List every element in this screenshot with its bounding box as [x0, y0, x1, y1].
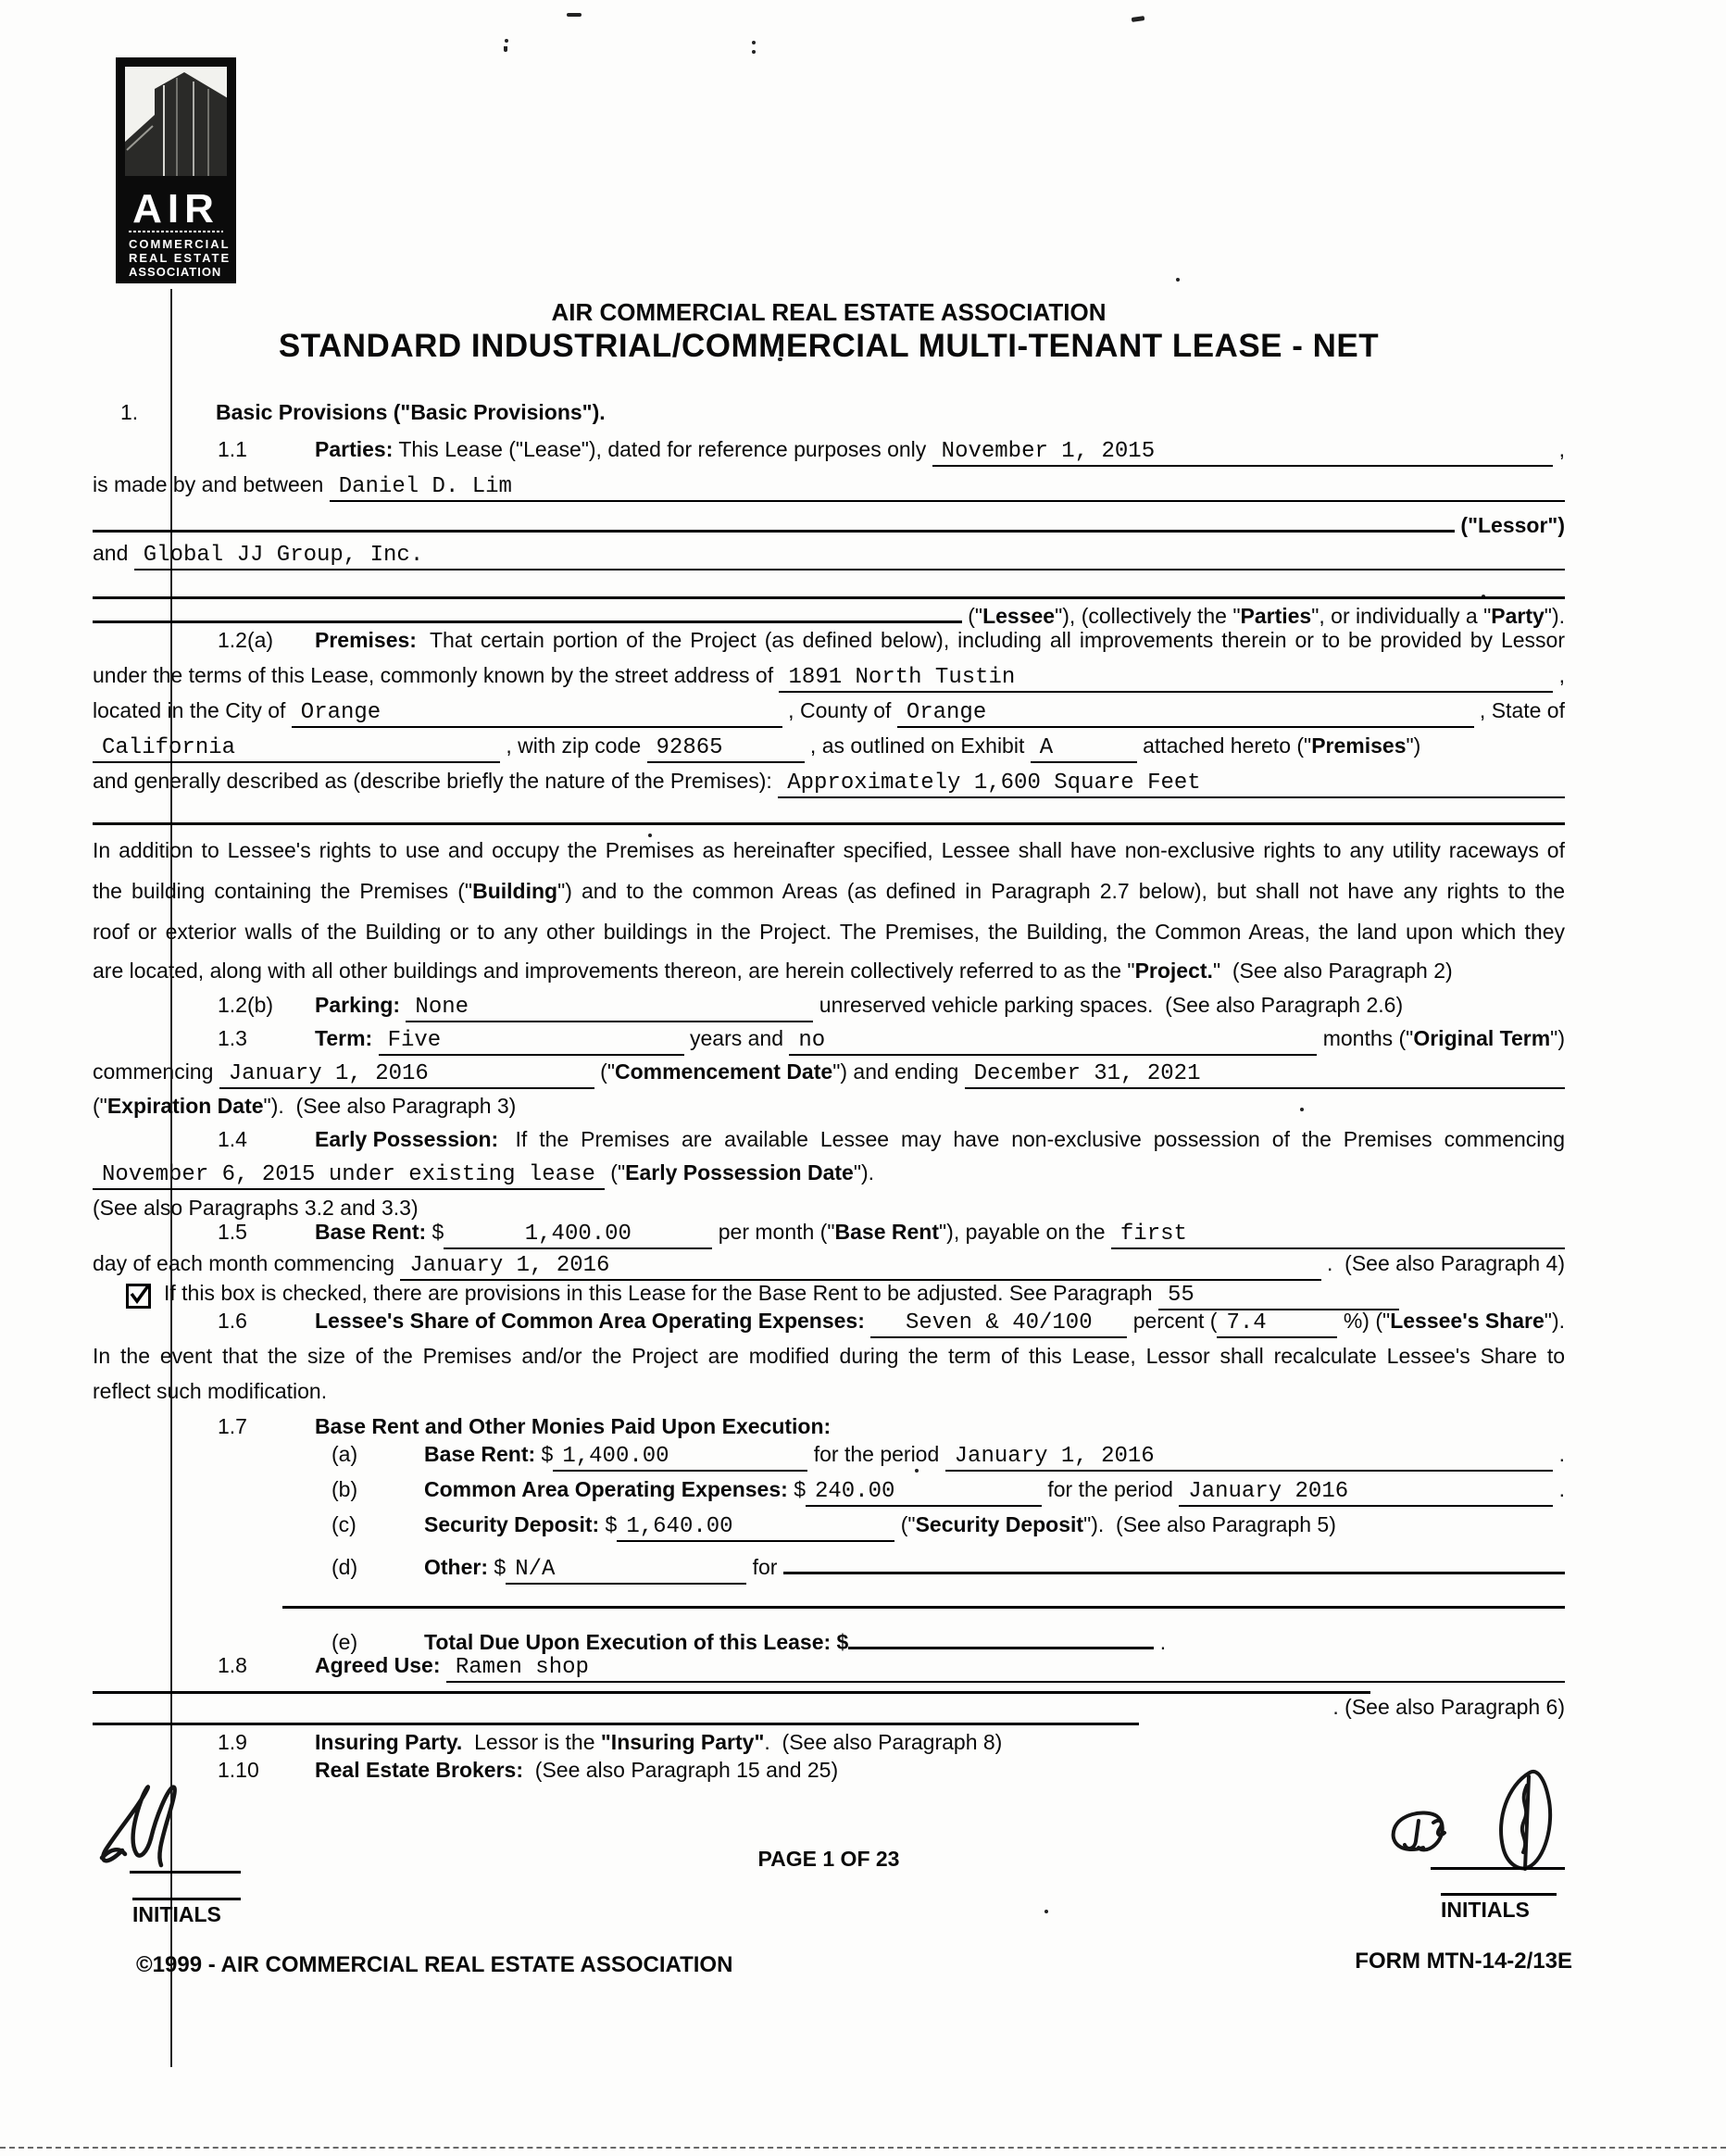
svg-text:REAL ESTATE: REAL ESTATE	[129, 251, 231, 265]
initials-label-right: INITIALS	[1441, 1898, 1530, 1922]
item-a-label: Base Rent:	[424, 1442, 542, 1466]
insuring-party-term: "Insuring Party"	[600, 1730, 765, 1754]
lessees-share-label: Lessee's Share of Common Area Operating Expenses:	[315, 1309, 871, 1333]
insuring-party-row	[93, 1730, 1565, 1755]
brokers-tail-text: (See also Paragraph 15 and 25)	[523, 1758, 839, 1782]
agreed-use-label: Agreed Use:	[315, 1653, 446, 1677]
item-c-label: Security Deposit:	[424, 1512, 606, 1536]
item-b-amount-field[interactable]: 240.00	[806, 1479, 1042, 1507]
initials-label-left: INITIALS	[132, 1902, 221, 1926]
state-tail-text: , State of	[1473, 698, 1565, 722]
premises-term: Premises	[1311, 733, 1407, 758]
lessor-name-row	[93, 472, 1565, 502]
lessee-tag-row	[93, 596, 1565, 629]
early-possession-date-row	[93, 1160, 1565, 1190]
description-row	[93, 769, 1565, 798]
term-years-field[interactable]: Five	[379, 1028, 684, 1056]
blank-line-row	[93, 1582, 1565, 1609]
section-heading: Basic Provisions ("Basic Provisions").	[216, 400, 606, 424]
parking-label: Parking:	[315, 993, 406, 1017]
county-field[interactable]: Orange	[897, 700, 1474, 728]
brokers-label: Real Estate Brokers:	[315, 1758, 523, 1782]
clause-number: 1.9	[218, 1730, 247, 1754]
parties-row	[93, 437, 1565, 467]
comma: ,	[1553, 437, 1565, 461]
tail-text: .	[1553, 1442, 1565, 1466]
monies-b-row	[93, 1477, 1565, 1507]
dollar-sign: $	[494, 1555, 507, 1579]
copyright-text: ©1999 - AIR COMMERCIAL REAL ESTATE ASSOCIATION	[136, 1952, 733, 1977]
parking-row	[93, 993, 1565, 1022]
tail-text: .	[1154, 1630, 1167, 1654]
monies-a-row	[93, 1442, 1565, 1472]
mid-text: per month ("	[712, 1220, 835, 1244]
lessee-term: Lessee	[982, 604, 1056, 628]
scan-edge-line	[0, 2147, 1726, 2149]
zip-field[interactable]: 92865	[647, 735, 805, 763]
rent-adjustment-row	[93, 1281, 1565, 1310]
blank-line[interactable]	[93, 506, 1455, 533]
street-address-field[interactable]: 1891 North Tustin	[779, 665, 1553, 693]
scan-artifact	[567, 13, 582, 17]
mid-text: ") and ending	[832, 1059, 965, 1084]
clause-number: 1.3	[218, 1026, 247, 1050]
clause-number: 1.1	[218, 437, 247, 461]
paragraph-line	[93, 920, 1565, 945]
tag-text: ").	[853, 1160, 875, 1185]
item-b-period-field[interactable]: January 2016	[1179, 1479, 1553, 1507]
term-mid-text: years and	[683, 1026, 790, 1050]
clause-number: 1.5	[218, 1220, 247, 1244]
form-number: FORM MTN-14-2/13E	[1355, 1949, 1572, 1974]
term-label: Term:	[315, 1026, 379, 1050]
blank-line[interactable]	[93, 1698, 1139, 1725]
original-term: Original Term	[1413, 1026, 1551, 1050]
adjustment-paragraph-field[interactable]: 55	[1158, 1283, 1399, 1310]
lessees-share-term: Lessee's Share	[1390, 1309, 1545, 1333]
early-possession-row	[93, 1127, 1565, 1152]
parties-label: Parties:	[315, 437, 394, 461]
page-title: STANDARD INDUSTRIAL/COMMERCIAL MULTI-TENANT LEASE - NET	[278, 328, 1380, 364]
early-possession-text: If the Premises are available Lessee may have non-exclusive possession of the Premises commencing	[515, 1127, 1565, 1151]
lessee-tag-text: "), (collectively the "	[1055, 604, 1241, 628]
lessee-tag-text: ").	[1544, 604, 1565, 628]
blank-line-row	[93, 1667, 1565, 1694]
lease-date-field[interactable]: November 1, 2015	[932, 439, 1554, 467]
share-continuation-line	[93, 1344, 1565, 1369]
expiration-row	[93, 1094, 1565, 1119]
item-letter: (d)	[331, 1555, 358, 1579]
item-a-period-field[interactable]: January 1, 2016	[945, 1444, 1554, 1472]
item-a-amount-field[interactable]: 1,400.00	[553, 1444, 807, 1472]
scan-artifact	[1044, 1910, 1048, 1913]
page-number: PAGE 1 OF 23	[757, 1847, 900, 1871]
scan-artifact	[1132, 16, 1145, 22]
term-tail-text: months ("	[1317, 1026, 1414, 1050]
scan-artifact	[648, 834, 652, 837]
lessees-share-row	[93, 1309, 1565, 1338]
base-rent-commencing-row	[93, 1251, 1565, 1281]
paragraph-text: In addition to Lessee's rights to use and occupy the Premises as hereinafter specified, Lessee shall have non-exclusive rights to any utility raceways of	[93, 838, 1565, 862]
attached-text: ")	[1406, 733, 1421, 758]
paragraph-text: are located, along with all other buildings and improvements thereon, are herein collectively referred to as the "	[93, 959, 1135, 983]
association-title: AIR COMMERCIAL REAL ESTATE ASSOCIATION	[551, 298, 1107, 326]
rent-commencing-date-field[interactable]: January 1, 2016	[400, 1253, 1320, 1281]
monies-c-row	[93, 1512, 1565, 1542]
state-zip-row	[93, 733, 1565, 763]
monies-heading: Base Rent and Other Monies Paid Upon Execution:	[315, 1414, 832, 1438]
party-term: Party	[1491, 604, 1545, 628]
air-logo-graphic	[116, 57, 236, 283]
mid-text: ("	[594, 1059, 615, 1084]
commencement-row	[93, 1059, 1565, 1089]
city-county-row	[93, 698, 1565, 728]
period-text: for the period	[807, 1442, 945, 1466]
exhibit-field[interactable]: A	[1031, 735, 1137, 763]
city-field[interactable]: Orange	[292, 700, 782, 728]
building-term: Building	[472, 879, 558, 903]
lessor-tag: ("Lessor")	[1455, 513, 1565, 537]
lessor-name-field[interactable]: Daniel D. Lim	[330, 474, 1565, 502]
description-pre-text: and generally described as (describe briefly the nature of the Premises):	[93, 769, 779, 793]
blank-line[interactable]	[93, 572, 1565, 599]
blank-line[interactable]	[93, 596, 962, 623]
lessee-initials-signature[interactable]	[1382, 1761, 1585, 1882]
see-also-text: (See also Paragraphs 3.2 and 3.3)	[93, 1196, 419, 1220]
item-d-amount-field[interactable]: N/A	[506, 1557, 746, 1585]
commencing-text: commencing	[93, 1059, 219, 1084]
paragraph-text: " (See also Paragraph 2)	[1212, 959, 1453, 983]
expiration-text: ("	[93, 1094, 107, 1118]
paragraph-text: roof or exterior walls of the Building or to any other buildings in the Project. The Premises, the Building, the Common Areas, the land upon which they	[93, 920, 1565, 944]
lessee-name-field[interactable]: Global JJ Group, Inc.	[134, 543, 1565, 570]
initials-line[interactable]	[1441, 1893, 1557, 1896]
commencement-term: Commencement Date	[615, 1059, 833, 1084]
section-number: 1.	[120, 400, 139, 424]
item-d-label: Other:	[424, 1555, 494, 1579]
air-association-logo	[116, 57, 236, 289]
expiration-text: "). (See also Paragraph 3)	[263, 1094, 517, 1118]
premises-row	[93, 628, 1565, 653]
lessor-tag-row	[93, 506, 1565, 538]
section-1-heading-row	[93, 400, 1565, 425]
total-due-field[interactable]	[848, 1623, 1154, 1649]
paragraph-line	[93, 838, 1565, 863]
share-percent-field[interactable]: 7.4	[1217, 1310, 1337, 1338]
security-deposit-term: Security Deposit	[915, 1512, 1084, 1536]
checkmark-icon	[127, 1281, 155, 1309]
item-b-label: Common Area Operating Expenses:	[424, 1477, 794, 1501]
early-possession-term: Early Possession Date	[625, 1160, 854, 1185]
svg-text:ASSOCIATION: ASSOCIATION	[129, 265, 222, 279]
pre-text: day of each month commencing	[93, 1251, 401, 1275]
monies-heading-row	[93, 1414, 1565, 1439]
dollar-sign: $	[794, 1477, 806, 1501]
blank-line[interactable]	[783, 1548, 1565, 1574]
item-letter: (b)	[331, 1477, 358, 1501]
dollar-sign: $	[432, 1220, 444, 1244]
lessee-tag-text: ", or individually a "	[1311, 604, 1492, 628]
base-rent-amount-field[interactable]: 1,400.00	[444, 1222, 712, 1249]
base-rent-row	[93, 1220, 1565, 1249]
expiration-term: Expiration Date	[106, 1094, 264, 1118]
lessee-name-row	[93, 541, 1565, 570]
clause-number: 1.10	[218, 1758, 259, 1782]
blank-line[interactable]	[93, 798, 1565, 825]
initials-line[interactable]	[132, 1898, 241, 1900]
for-text: for	[746, 1555, 783, 1579]
share-continuation-line	[93, 1379, 1565, 1404]
brokers-row	[93, 1758, 1565, 1783]
tag-text: ("	[604, 1160, 626, 1185]
clause-number: 1.8	[218, 1653, 247, 1677]
tail-text: . (See also Paragraph 4)	[1320, 1251, 1565, 1275]
base-rent-term: Base Rent	[834, 1220, 939, 1244]
item-letter: (c)	[331, 1512, 356, 1536]
svg-text:COMMERCIAL: COMMERCIAL	[129, 237, 231, 251]
attached-text: attached hereto ("	[1136, 733, 1312, 758]
payable-day-field[interactable]: first	[1111, 1222, 1565, 1249]
parties-term: Parties	[1240, 604, 1312, 628]
blank-line[interactable]	[93, 1667, 1370, 1694]
mid-text: ("	[894, 1512, 916, 1536]
between-text: is made by and between	[93, 472, 330, 496]
monies-e-row	[93, 1623, 1565, 1655]
clause-number: 1.2(b)	[218, 993, 274, 1017]
clause-number: 1.6	[218, 1309, 247, 1333]
initials-line[interactable]	[1431, 1867, 1565, 1870]
and-text: and	[93, 541, 134, 565]
premises-label: Premises:	[315, 628, 417, 652]
scan-artifact	[1176, 278, 1180, 282]
paragraph-text: In the event that the size of the Premises and/or the Project are modified during the term of this Lease, Lessor shall recalculate Lessee's Share to	[93, 1344, 1565, 1368]
insuring-mid-text: Lessor is the	[462, 1730, 601, 1754]
description-field[interactable]: Approximately 1,600 Square Feet	[778, 771, 1565, 798]
paragraph-text: ") and to the common Areas (as defined in Paragraph 2.7 below), but shall not have any rights to the	[557, 879, 1566, 903]
parties-pre-text: This Lease ("Lease"), dated for reference purposes only	[393, 437, 932, 461]
early-possession-date-field[interactable]: November 6, 2015 under existing lease	[93, 1162, 605, 1190]
scan-artifact	[505, 39, 508, 43]
tail-text: .	[1553, 1477, 1565, 1501]
paragraph-text: the building containing the Premises ("	[93, 879, 473, 903]
street-pre-text: under the terms of this Lease, commonly known by the street address of	[93, 663, 780, 687]
term-months-field[interactable]: no	[789, 1028, 1317, 1056]
street-address-row	[93, 663, 1565, 693]
insuring-party-label: Insuring Party.	[315, 1730, 463, 1754]
percent-pre-text: percent (	[1127, 1309, 1218, 1333]
clause-number: 1.4	[218, 1127, 247, 1151]
insuring-tail-text: . (See also Paragraph 8)	[764, 1730, 1003, 1754]
mid-text: "). (See also Paragraph 5)	[1083, 1512, 1336, 1536]
project-term: Project.	[1134, 959, 1213, 983]
exhibit-pre-text: , as outlined on Exhibit	[804, 733, 1031, 758]
see-also-row	[93, 1196, 1565, 1221]
parking-field[interactable]: None	[406, 995, 813, 1022]
scan-artifact	[752, 41, 756, 44]
item-letter: (a)	[331, 1442, 358, 1466]
paragraph-line	[93, 959, 1565, 984]
period-text: for the period	[1041, 1477, 1180, 1501]
city-pre-text: located in the City of	[93, 698, 292, 722]
paragraph-text: reflect such modification.	[93, 1379, 328, 1403]
commencement-date-field[interactable]: January 1, 2016	[219, 1061, 594, 1089]
item-e-label: Total Due Upon Execution of this Lease: $	[424, 1630, 849, 1654]
blank-line-row	[93, 572, 1565, 599]
base-rent-adjustment-checkbox[interactable]	[126, 1284, 151, 1309]
base-rent-label: Base Rent:	[315, 1220, 432, 1244]
ending-date-field[interactable]: December 31, 2021	[965, 1061, 1565, 1089]
blank-line-row	[93, 1698, 1565, 1725]
lessee-tag-text: ("	[961, 604, 983, 628]
dollar-sign: $	[541, 1442, 554, 1466]
term-tail-text: ")	[1550, 1026, 1565, 1050]
term-row	[93, 1026, 1565, 1056]
premises-text: That certain portion of the Project (as defined below), including all improvements therein or to be provided by Lessor	[429, 628, 1565, 652]
adjustment-text: If this box is checked, there are provisions in this Lease for the Base Rent to be adjusted. See Paragraph	[164, 1281, 1158, 1305]
item-letter: (e)	[331, 1630, 358, 1654]
clause-number: 1.2(a)	[218, 628, 274, 652]
clause-number: 1.7	[218, 1414, 247, 1438]
dollar-sign: $	[605, 1512, 618, 1536]
security-deposit-field[interactable]: 1,640.00	[617, 1514, 894, 1542]
monies-d-row	[93, 1548, 1565, 1585]
tail-text: ").	[1544, 1309, 1565, 1333]
blank-line[interactable]	[282, 1582, 1565, 1609]
parking-tail-text: unreserved vehicle parking spaces. (See also Paragraph 2.6)	[813, 993, 1404, 1017]
tail-text: %) ("	[1337, 1309, 1391, 1333]
scan-artifact	[752, 50, 756, 54]
state-field[interactable]: California	[93, 735, 500, 763]
share-words-field[interactable]: Seven & 40/100	[870, 1310, 1127, 1338]
see-also-text: . (See also Paragraph 6)	[1332, 1695, 1565, 1719]
early-possession-label: Early Possession:	[315, 1127, 505, 1151]
county-pre-text: , County of	[782, 698, 897, 722]
mid-text: "), payable on the	[939, 1220, 1111, 1244]
air-logo-text: AIR	[132, 186, 219, 232]
zip-pre-text: , with zip code	[500, 733, 647, 758]
comma: ,	[1553, 663, 1565, 687]
paragraph-line	[93, 879, 1565, 904]
scan-artifact	[504, 46, 507, 52]
blank-line-row	[93, 798, 1565, 825]
agreed-use-field[interactable]: Ramen shop	[446, 1655, 1565, 1683]
